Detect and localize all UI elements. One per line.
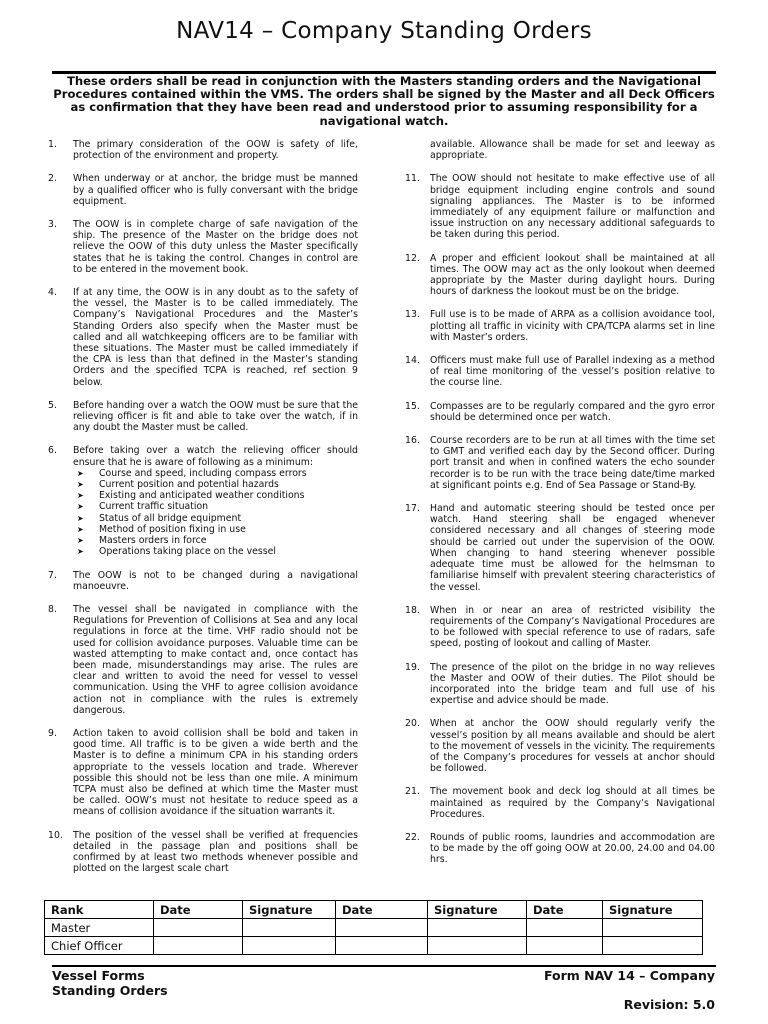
order-item [405,786,715,820]
order-item [405,662,715,707]
order-text: Officers must make full use of Parallel indexing as a method of real time monitoring of the vessel’s position relative to the course line. [430,355,715,389]
order-continuation: available. Allowance shall be made for set and leeway as appropriate. [430,139,715,162]
order-number: 7. [48,569,57,581]
intro-paragraph: These orders shall be read in conjunction with the Masters standing orders and the Navigational Procedures contained within the VMS. The orders shall be signed by the Master and all Deck Officers as confirmation that they have been read and understood prior to assuming responsibility for a navigational watch. [53,74,715,128]
signature-cell[interactable] [603,919,703,937]
order-text: Full use is to be made of ARPA as a collision avoidance tool, plotting all traffic in vicinity with CPA/TCPA alarms set in line with Master’s orders. [430,309,715,343]
order-text: Compasses are to be regularly compared and the gyro error should be determined once per watch. [430,400,715,423]
footer-left [52,968,168,998]
order-text: The OOW should not hesitate to make effective use of all bridge equipment including engine controls and sound signaling appliances. The Master is to be informed immediately of any equipment failure or malfunction and issue instruction on any necessary additional safeguards to be taken during this period. [430,173,715,241]
order-number: 4. [48,287,57,299]
rank-cell: Master [45,919,154,937]
checklist-item: ➤ Method of position fixing in use [77,523,246,535]
order-text: A proper and efficient lookout shall be maintained at all times. The OOW may act as the only lookout when deemed appropriate by the Master during daylight hours. During hours of darkness the lookout must be on the bridge. [430,252,715,298]
order-item [48,287,358,388]
checklist-item: ➤ Masters orders in force [77,535,207,547]
order-number: 19. [405,661,420,673]
signature-cell[interactable] [243,937,336,955]
order-text: Hand and automatic steering should be tested once per watch. Hand steering shall be engaged whenever considered necessary and all changes of steering mode should be carried out under the supervision of the OOW. When changing to hand steering whenever possible adequate time must be allowed for the helmsman to familiarise himself with prevalent steering characteristics of the vessel. [430,503,715,593]
signature-cell[interactable] [428,919,527,937]
rank-cell: Chief Officer [45,937,154,955]
handover-checklist [73,468,358,558]
orders-column-right [405,139,715,878]
footer-form-id: Form NAV 14 – Company [543,968,715,983]
arrow-bullet-icon: ➤ [77,480,84,490]
order-number: 21. [405,786,420,798]
order-item [48,445,358,557]
order-item [48,139,358,161]
column-header: Date [154,901,243,919]
order-item [405,435,715,491]
arrow-bullet-icon: ➤ [77,547,84,557]
order-number: 1. [48,139,57,150]
order-text: Action taken to avoid collision shall be bold and taken in good time. All traffic is to be given a wide berth and the Master is to define a minimum CPA in his standing orders appropriate to the vessels location and trade. Wherever possible this should not be less than one mile. A minimum TCPA must also be defined at which time the Master must be called. OOW’s must not hesitate to reduce speed as a means of collision avoidance if the situation warrants it. [73,727,358,818]
footer-standing-orders: Standing Orders [52,983,168,998]
order-text: The OOW is not to be changed during a navigational manoeuvre. [73,569,358,592]
order-item [48,219,358,275]
table-row [45,937,703,955]
arrow-bullet-icon: ➤ [77,513,84,523]
order-item [405,401,715,423]
column-header: Date [336,901,428,919]
order-item [405,718,715,774]
order-text: Rounds of public rooms, laundries and accommodation are to be made by the off going OOW at 20.00, 24.00 and 04.00 hrs. [430,831,715,866]
order-item [48,570,358,592]
order-item [405,503,715,593]
date-cell[interactable] [154,937,243,955]
order-number: 9. [48,727,57,739]
footer-vessel-forms: Vessel Forms [52,968,145,983]
order-text: Course recorders are to be run at all times with the time set to GMT and verified each day by the Second officer. During port transit and when in confined waters the echo sounder recorder is to be run with the trace being date/time marked at significant points e.g. End of Sea Passage or Stand-By. [430,435,715,491]
order-text: Before handing over a watch the OOW must be sure that the relieving officer is fit and able to take over the watch, if in any doubt the Master must be called. [73,399,358,434]
arrow-bullet-icon: ➤ [77,491,84,501]
order-item [48,604,358,716]
date-cell[interactable] [527,919,603,937]
order-item [48,728,358,818]
signature-table-header [45,901,703,919]
order-text: When in or near an area of restricted visibility the requirements of the Company’s Navigational Procedures are to be followed with special reference to use of radars, safe speed, posting of lookout and calling of Master. [430,604,715,650]
order-item [405,253,715,298]
order-number: 8. [48,603,57,615]
order-item [405,605,715,650]
order-number: 14. [405,355,420,367]
column-header: Signature [428,901,527,919]
checklist-item: ➤ Status of all bridge equipment [77,512,242,524]
order-number: 13. [405,309,420,321]
date-cell[interactable] [336,919,428,937]
order-number: 11. [405,173,420,185]
column-header: Signature [603,901,703,919]
arrow-bullet-icon: ➤ [77,536,84,546]
order-item [405,832,715,866]
signature-cell[interactable] [428,937,527,955]
order-text: When at anchor the OOW should regularly verify the vessel’s position by all means available and should be alert to the movement of vessels in the vicinity. The requirements of the Company’s procedures for vessels at anchor should be followed. [430,718,715,775]
column-header: Signature [243,901,336,919]
column-header: Date [527,901,603,919]
page-title: NAV14 – Company Standing Orders [176,18,592,44]
order-text: The OOW is in complete charge of safe navigation of the ship. The presence of the Master on the bridge does not relieve the OOW of this duty unless the Master specifically states that he is taking the control. Changes in control are to be entered in the movement book. [73,219,358,275]
arrow-bullet-icon: ➤ [77,502,84,512]
order-item [405,173,715,240]
order-text: Before taking over a watch the relieving officer should ensure that he is aware of following as a minimum: [73,445,358,468]
order-number: 10. [48,829,63,841]
date-cell[interactable] [527,937,603,955]
signature-cell[interactable] [603,937,703,955]
checklist-item: ➤ Course and speed, including compass errors [77,467,307,479]
order-item [48,400,358,434]
footer-rule [52,965,716,967]
orders-column-left [48,139,358,886]
order-number: 18. [405,604,420,616]
order-number: 12. [405,252,420,264]
order-item [405,355,715,389]
order-number: 16. [405,435,420,447]
order-item [48,830,358,875]
order-text: The position of the vessel shall be verified at frequencies detailed in the passage plan and positions shall be confirmed by at least two methods whenever possible and plotted on the largest scale chart [73,829,358,875]
order-number: 15. [405,400,420,412]
order-text: The primary consideration of the OOW is safety of life, protection of the environment and property. [73,139,358,162]
order-number: 17. [405,503,420,515]
date-cell[interactable] [154,919,243,937]
order-text: The presence of the pilot on the bridge in no way relieves the Master and OOW of their duties. The Pilot should be incorporated into the bridge team and full use of his expertise and advice should be made. [430,661,715,707]
order-item [405,309,715,343]
checklist-item: ➤ Current traffic situation [77,501,209,513]
order-text: If at any time, the OOW is in any doubt as to the safety of the vessel, the Master is to be called immediately. The Company’s Navigational Procedures and the Master’s Standing Orders also specify when the Master must be called and all watchkeeping officers are to be familiar with these situations. The Master must be called immediately if the CPA is less than that defined in the Master’s standing Orders and the specified TCPA is reached, ref section 9 below. [73,287,358,388]
table-row [45,919,703,937]
checklist-item: ➤ Operations taking place on the vessel [77,546,276,558]
order-text: When underway or at anchor, the bridge must be manned by a qualified officer who is fully conversant with the bridge equipment. [73,173,358,207]
order-number: 2. [48,173,57,185]
checklist-item: ➤ Existing and anticipated weather conditions [77,490,305,502]
order-text: The vessel shall be navigated in compliance with the Regulations for Prevention of Collisions at Sea and any local regulations in force at the time. VHF radio should not be used for collision avoidance purposes. Valuable time can be wasted attempting to make contact and, once contact has been made, misunderstandings may arise. The rules are clear and written to avoid the need for vessel to vessel communication. Using the VHF to agree collision avoidance action not in compliance with the rules is extremely dangerous. [73,603,358,716]
signature-table [44,900,703,955]
date-cell[interactable] [336,937,428,955]
order-number: 5. [48,399,57,411]
order-number: 20. [405,718,420,730]
signature-cell[interactable] [243,919,336,937]
order-item [48,173,358,207]
order-number: 6. [48,445,57,457]
order-text: The movement book and deck log should at all times be maintained as required by the Company’s Navigational Procedures. [430,786,715,820]
arrow-bullet-icon: ➤ [77,524,84,534]
arrow-bullet-icon: ➤ [77,468,84,478]
order-number: 22. [405,831,420,843]
footer-revision: Revision: 5.0 [623,997,715,1012]
checklist-item: ➤ Current position and potential hazards [77,479,279,491]
column-header: Rank [45,901,154,919]
order-number: 3. [48,219,57,231]
